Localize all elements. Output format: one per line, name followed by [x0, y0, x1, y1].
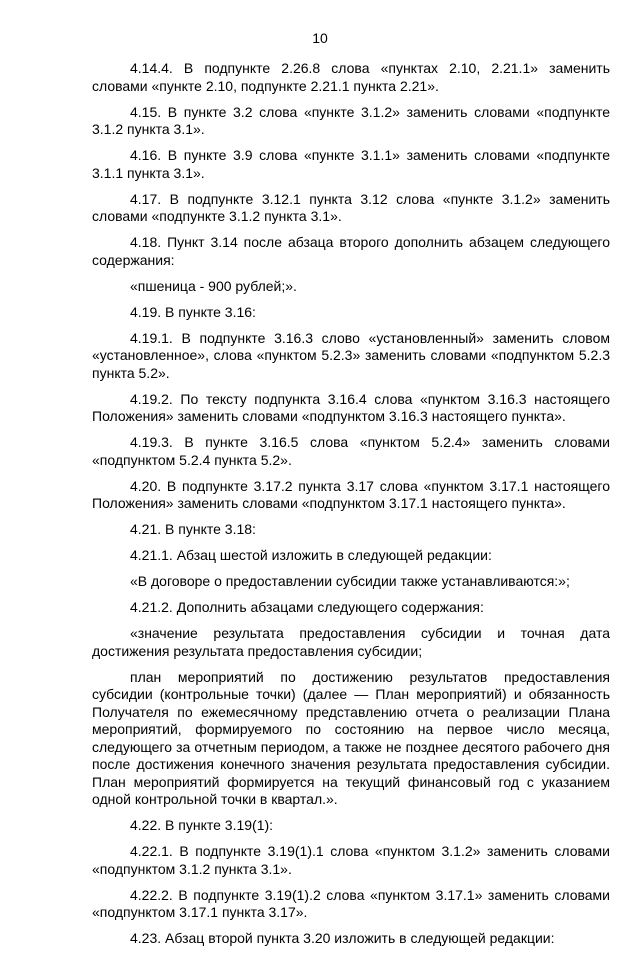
- paragraph: 4.22. В пункте 3.19(1):: [130, 817, 274, 833]
- paragraph: 4.15. В пункте 3.2 слова «пункте 3.1.2» заменить словами «подпункте 3.1.2 пункта 3.1».: [92, 103, 610, 137]
- paragraph: 4.19.1. В подпункте 3.16.3 слово «установленный» заменить словом «установленное», слова «пунктом 5.2.3» заменить словами «подпунктом 5.2.3 пункта 5.2».: [92, 329, 610, 381]
- paragraph: «пшеница - 900 рублей;».: [130, 277, 297, 294]
- paragraph: «В договоре о предоставлении субсидии также устанавливаются:»;: [130, 573, 570, 589]
- paragraph: 4.22.2. В подпункте 3.19(1).2 слова «пунктом 3.17.1» заменить словами «подпунктом 3.17.1 пункта 3.17».: [92, 886, 610, 920]
- paragraph: 4.19.2. По тексту подпункта 3.16.4 слова «пунктом 3.16.3 настоящего Положения» заменить словами «подпунктом 3.16.3 настоящего пункта».: [92, 390, 610, 424]
- page-number: 10: [312, 30, 328, 46]
- paragraph: «значение результата предоставления субсидии и точная дата достижения результата предоставления субсидии;: [92, 625, 610, 659]
- paragraph: 4.23. Абзац второй пункта 3.20 изложить в следующей редакции:: [130, 930, 555, 946]
- paragraph: 4.21.2. Дополнить абзацами следующего содержания:: [130, 599, 484, 615]
- paragraph: 4.18. Пункт 3.14 после абзаца второго дополнить абзацем следующего содержания:: [92, 234, 610, 268]
- paragraph: 4.14.4. В подпункте 2.26.8 слова «пунктах 2.10, 2.21.1» заменить словами «пункте 2.10, подпункте 2.21.1 пункта 2.21».: [92, 60, 610, 94]
- paragraph: 4.16. В пункте 3.9 слова «пункте 3.1.1» заменить словами «подпункте 3.1.1 пункта 3.1».: [92, 147, 610, 181]
- document-body: [92, 60, 610, 956]
- paragraph: 4.21.1. Абзац шестой изложить в следующей редакции:: [130, 547, 492, 563]
- paragraph: 4.21. В пункте 3.18:: [130, 521, 256, 537]
- paragraph: 4.19. В пункте 3.16:: [130, 303, 256, 320]
- paragraph: 4.17. В подпункте 3.12.1 пункта 3.12 слова «пункте 3.1.2» заменить словами «подпункте 3.1.2 пункта 3.1».: [92, 190, 610, 224]
- paragraph: план мероприятий по достижению результатов предоставления субсидии (контрольные точки) (далее — План мероприятий) и обязанность Получателя по ежемесячному представлению отчета о реализации Плана мероприятий, формируемого по состоянию на первое число месяца, следующего за отчетным периодом, а также не позднее десятого рабочего дня после достижения конечного значения результата предоставления субсидии. План мероприятий формируется на текущий финансовый год с указанием одной контрольной точки в квартал.».: [92, 668, 610, 807]
- paragraph: 4.20. В подпункте 3.17.2 пункта 3.17 слова «пунктом 3.17.1 настоящего Положения» заменить словами «подпунктом 3.17.1 настоящего пункта».: [92, 477, 610, 511]
- paragraph: 4.19.3. В пункте 3.16.5 слова «пунктом 5.2.4» заменить словами «подпунктом 5.2.4 пункта 5.2».: [92, 434, 610, 468]
- paragraph: 4.22.1. В подпункте 3.19(1).1 слова «пунктом 3.1.2» заменить словами «подпунктом 3.1.2 пункта 3.1».: [92, 843, 610, 877]
